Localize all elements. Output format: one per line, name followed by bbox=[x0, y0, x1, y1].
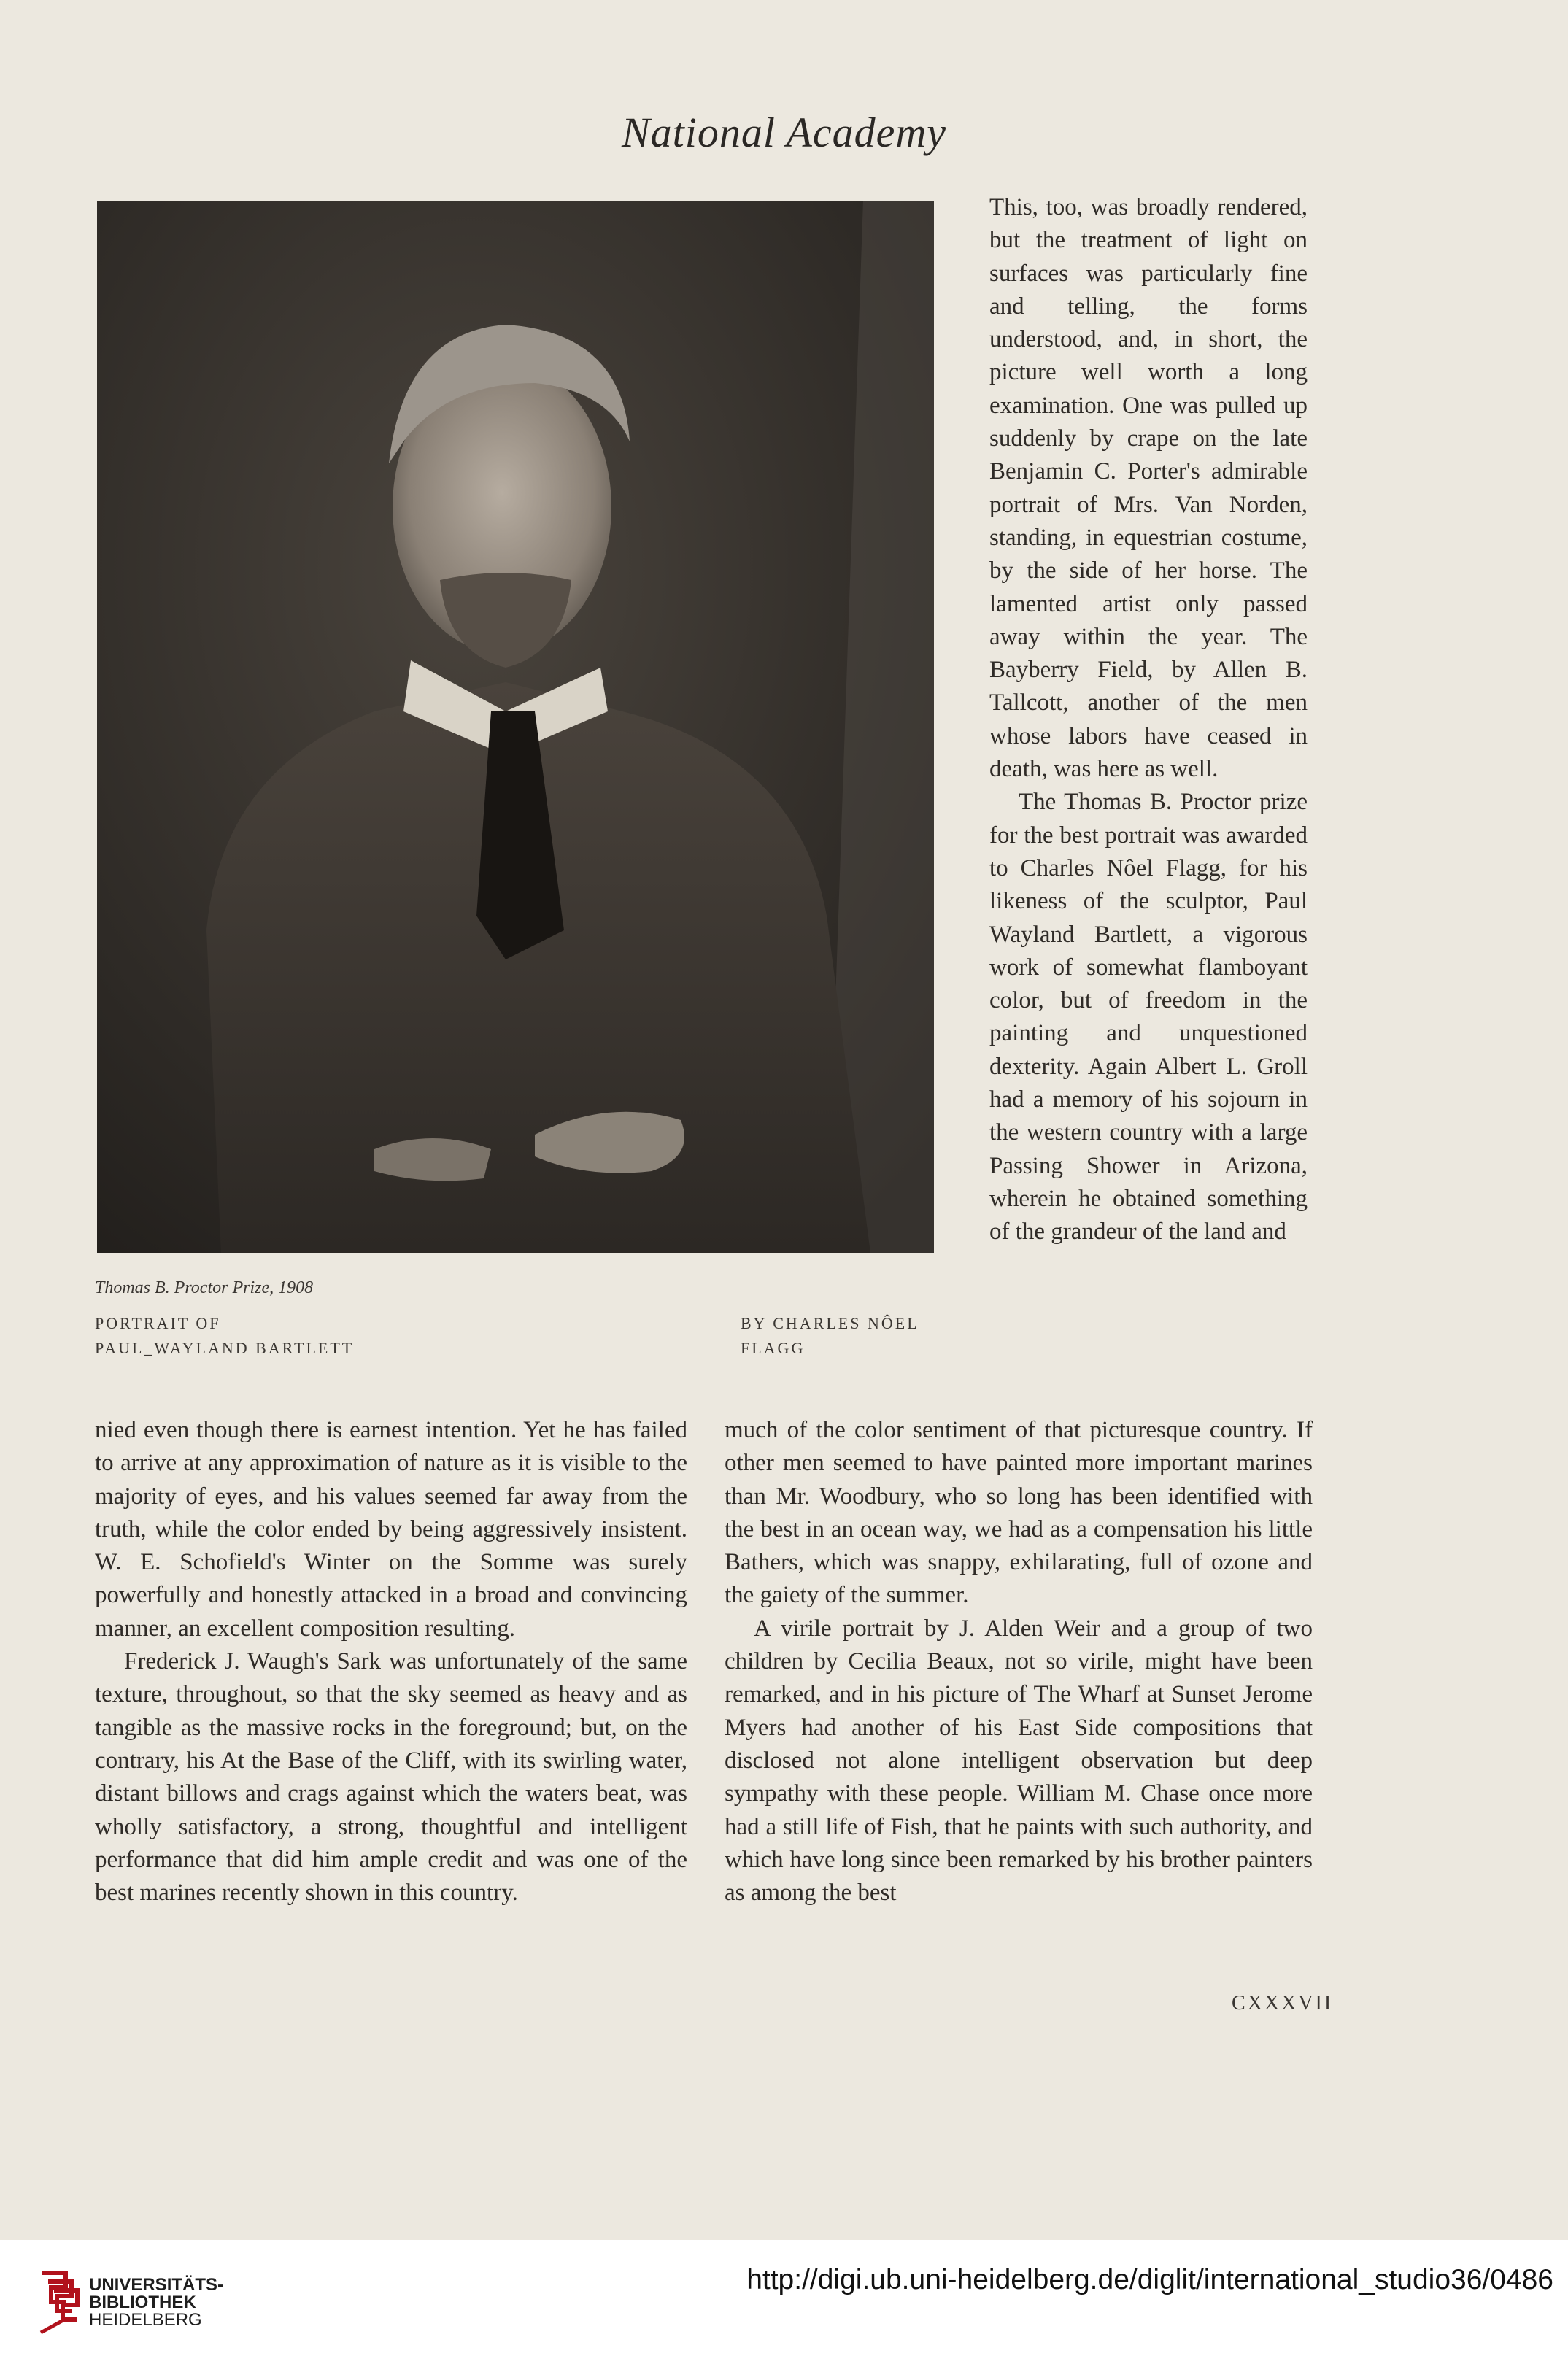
figure-title-line: PORTRAIT OF bbox=[95, 1314, 221, 1332]
library-name bbox=[89, 2276, 223, 2329]
paragraph: The Thomas B. Proctor prize for the best portrait was awarded to Charles Nôel Flagg, for his likeness of the sculptor, Paul Wayland Bartlett, a vigorous work of somewhat flamboyant color, but of freedom in the painting and unquestioned dexterity. Again Albert L. Groll had a memory of his sojourn in the western country with a large Passing Shower in Arizona, wherein he obtained something of the grandeur of the land and bbox=[989, 789, 1308, 1245]
library-name-line: UNIVERSITÄTS- bbox=[89, 2275, 224, 2295]
paragraph: A virile portrait by J. Alden Weir and a group of two children by Cecilia Beaux, not so virile, might have been remarked, and in his picture of The Wharf at Sunset Jerome Myers had another of his East Side compositions that disclosed not alone intelligent observation but deep sympathy with these people. William M. Chase once more had a still life of Fish, that he paints with such authority, and which have long since been remarked by his brother painters as among the best bbox=[725, 1615, 1313, 1907]
figure-title bbox=[95, 1311, 354, 1361]
portrait-painting bbox=[97, 201, 934, 1253]
left-column bbox=[95, 1414, 687, 1909]
figure-artist bbox=[741, 1311, 919, 1361]
figure-artist-line: BY CHARLES NÔEL bbox=[741, 1314, 919, 1332]
source-url-link[interactable]: http://digi.ub.uni-heidelberg.de/diglit/international_studio36/0486 bbox=[746, 2264, 1553, 2295]
paragraph: Frederick J. Waugh's Sark was unfortunately of the same texture, throughout, so that the sky seemed as heavy and as tangible as the massive rocks in the foreground; but, on the contrary, his At the Base of the Cliff, with its swirling water, distant billows and crags against which the waters beat, was wholly satisfactory, a strong, thoughtful and intelligent performance that did him ample credit and was one of the best marines recently shown in this country. bbox=[95, 1648, 687, 1907]
paragraph: This, too, was broadly rendered, but the treatment of light on surfaces was particularly fine and telling, the forms understood, and, in short, the picture well worth a long examination. One was pulled up suddenly by crape on the late Benjamin C. Porter's admirable portrait of Mrs. Van Norden, standing, in equestrian costume, by the side of her horse. The lamented artist only passed away within the year. The Bayberry Field, by Allen B. Tallcott, another of the men whose labors have ceased in death, was here as well. bbox=[989, 194, 1308, 783]
figure-artist-line: FLAGG bbox=[741, 1339, 806, 1357]
running-title: National Academy bbox=[621, 109, 947, 156]
side-column bbox=[989, 191, 1308, 1249]
page-number: CXXXVII bbox=[1232, 1992, 1334, 2015]
right-column bbox=[725, 1414, 1313, 1909]
figure-title-line: PAUL_WAYLAND BARTLETT bbox=[95, 1339, 355, 1357]
library-logo-icon bbox=[38, 2266, 89, 2336]
portrait-illustration bbox=[97, 201, 934, 1253]
paragraph: much of the color sentiment of that picturesque country. If other men seemed to have painted more important marines than Mr. Woodbury, who so long has been identified with the best in an ocean way, we had as a compensation his little Bathers, which was snappy, exhilarating, full of ozone and the gaiety of the summer. bbox=[725, 1417, 1313, 1609]
library-name-line: BIBLIOTHEK bbox=[89, 2293, 196, 2312]
paragraph: nied even though there is earnest intention. Yet he has failed to arrive at any approximation of nature as it is visible to the majority of eyes, and his values seemed far away from the truth, while the color ended by being aggressively insistent. W. E. Schofield's Winter on the Somme was surely powerfully and honestly attacked in a broad and convincing manner, an excellent composition resulting. bbox=[95, 1417, 687, 1642]
library-name-line: HEIDELBERG bbox=[89, 2310, 202, 2330]
footer-bar bbox=[0, 2240, 1568, 2356]
prize-caption: Thomas B. Proctor Prize, 1908 bbox=[95, 1278, 314, 1297]
